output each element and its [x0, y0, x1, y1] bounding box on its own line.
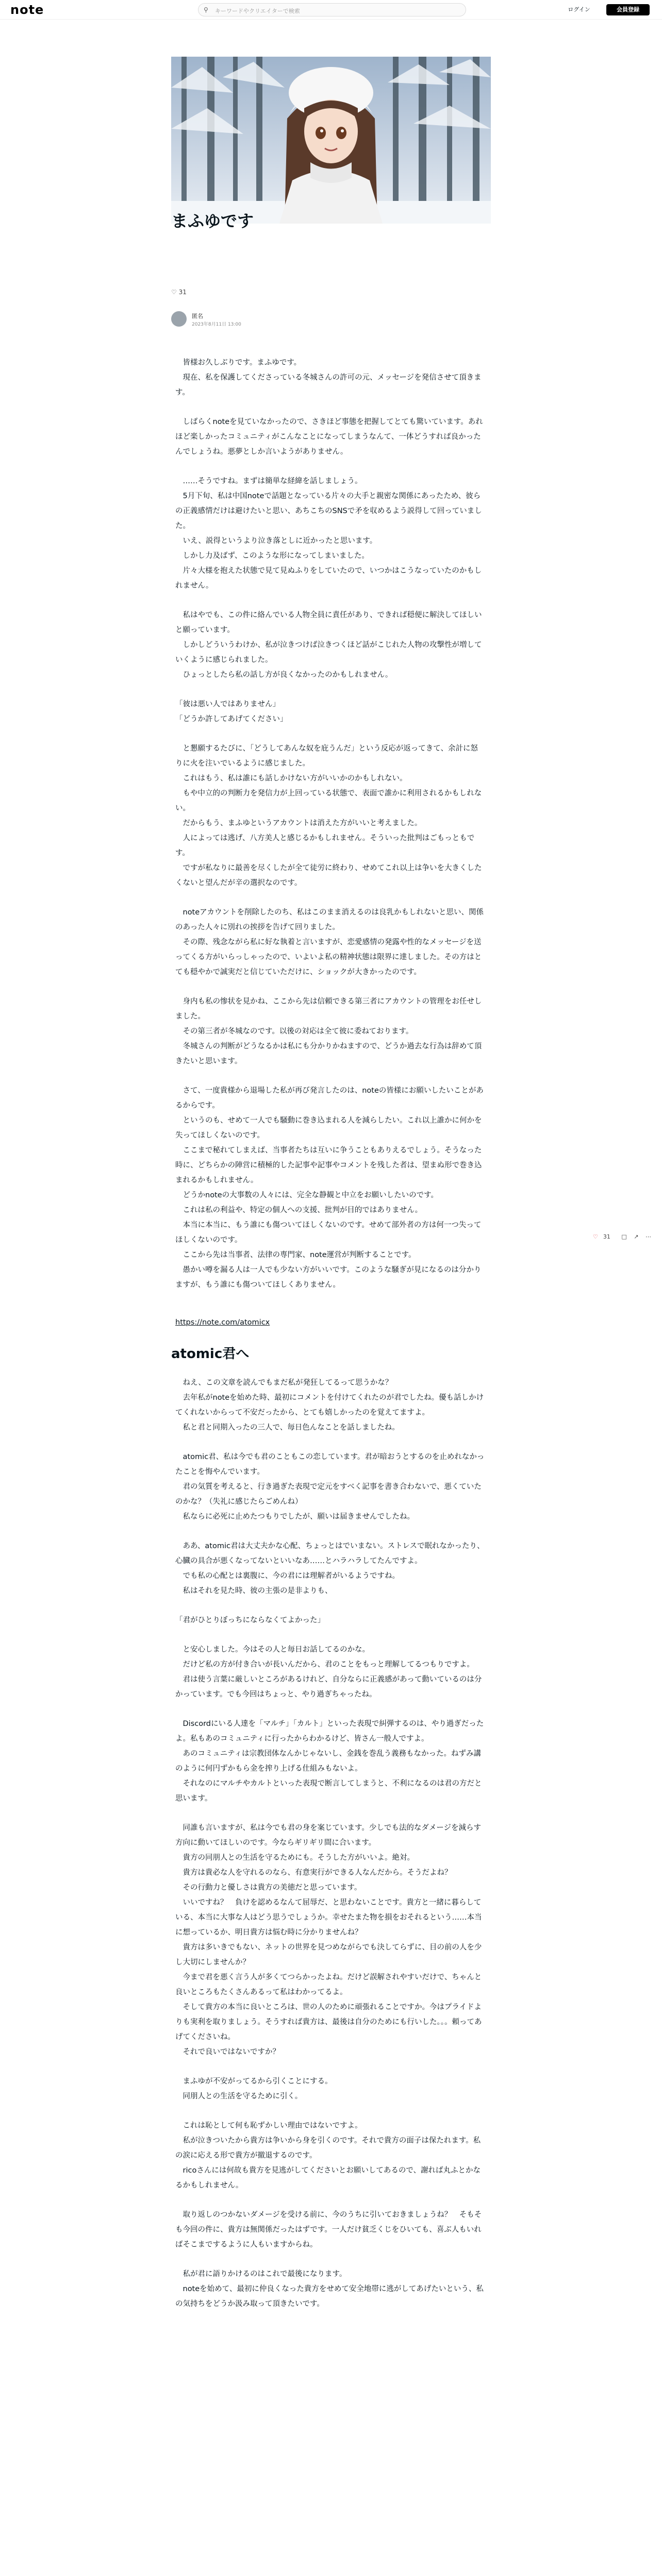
- paragraph: noteアカウントを削除したのち、私はこのまま消えるのは良乳かもしれないと思い、関係のあった人々に別れの挨拶を告げて回りました。 その際、残念ながら私に好な執着と言いますが、恋愛感情の発露や性的なメッセージを送ってくる方がいらっしゃったので、いよいよ私の精神状態は限界に達しました。その方はとても穏やかで誠実だと信じていただけに、ショックが大きかったのです。: [175, 908, 484, 976]
- paragraph: と懇願するたびに、「どうしてあんな奴を庇うんだ」という反応が返ってきて、余計に怒りに火を注いでいるように感じました。 これはもう、私は誰にも話しかけない方がいいかのかもしれない。 もや中立的の判断力を発信力が上回っている状態で、表面で誰かに利用されるかもしれない。 だからもう、まふゆというアカウントは消えた方がいいと考えました。 人によっては逃げ、八方美人と感じるかもしれません。そういった批判はごもっともです。 ですが私なりに最善を尽くしたが全て徒労に終わり、せめてこれ以上は争いを大きくしたくないと望んだが辛の選択なのです。: [175, 744, 482, 887]
- login-button[interactable]: ログイン: [568, 6, 590, 13]
- heart-icon[interactable]: ♡: [171, 289, 177, 296]
- paragraph: しばらくnoteを見ていなかったので、さきほど事態を把握してとても驚いています。あれほど楽しかったコミュニティがこんなことになってしまうなんて、一体どうすれば良かったんでしょうね。悪夢としか言いようがありません。: [175, 418, 483, 456]
- article-title: まふゆです: [171, 211, 254, 231]
- paragraph: 身内も私の惨状を見かね、ここから先は信頼できる第三者にアカウントの管理をお任せしました。 その第三者が冬城なのです。以後の対応は全て彼に委ねております。 冬城さんの判断がどうなるかは私にも分かりかねますので、どうか過去な行為は辞めて頂きたいと思います。: [175, 997, 482, 1065]
- heart-icon[interactable]: ♡: [593, 1233, 598, 1240]
- paragraph: 取り返しのつかないダメージを受ける前に、今のうちに引いておきましょうね？ そもそも今回の件に、貴方は無関係だったはずです。一人だけ貧乏くじをひいても、喜ぶ人もいればそこまでするように人もいますからね。: [175, 2211, 482, 2249]
- signup-button[interactable]: 会員登録: [606, 4, 650, 15]
- paragraph: ……そうですね。まずは簡単な経緯を話しましょう。 5月下旬、私は中国noteで話題となっている片々の大手と親密な関係にあったため、彼らの正義感情だけは避けたいと思い、あちこちのSNSで矛を収めるよう説得して回っていました。 いえ、説得というより泣き落としに近かったと思います。 しかし力及ばず、このような形になってしまいました。 片々大様を抱えた状態で見て見ぬふりをしていたので、いつかはこうなっていたのかもしれません。: [175, 477, 482, 590]
- paragraph: さて、一度貴様から退場した私が再び発言したのは、noteの皆様にお願いしたいことがあるからです。 というのも、せめて一人でも騒動に巻き込まれる人を減らしたい。これ以上誰かに何かを失ってほしくないのです。 ここまで秘れてしまえば、当事者たちは互いに争うこともありえるでしょう。そうなった時に、どちらかの陣営に積極的した記事や記事やコメントを残した者は、望まぬ形で巻き込まれるかもしれません。 どうかnoteの大事数の人々には、完全な静観と中立をお願いしたいのです。 これは私の利益や、特定の個人への支援、批判が目的ではありません。 本当に本当に、もう誰にも傷ついてほしくないのです。せめて部外者の方は何一つ失ってほしくないのです。 ここから先は当事者、法律の専門家、note運営が判断することです。 愚かい噂を漏る人は一人でも少ない方がいいです。このような騒ぎが見になるのは分かりますが、もう誰にも傷ついてほしくありません。: [175, 1087, 484, 1289]
- author-avatar[interactable]: [171, 311, 187, 327]
- publish-date: 2023年8月11日 13:00: [192, 322, 241, 327]
- note-logo[interactable]: note: [10, 3, 44, 17]
- anime-girl-snow-illustration: [171, 57, 491, 224]
- side-like-count: 31: [603, 1233, 610, 1240]
- site-header: [0, 0, 662, 20]
- paragraph: 私が君に語りかけるのはこれで最後になります。 noteを始めて、最初に仲良くなった貴方をせめて安全地帯に逃がしてあげたいという、私の気持ちをどうか汲み取って頂きたいです。: [175, 2270, 484, 2308]
- paragraph: 私はやでも、この件に絡んでいる人物全員に責任があり、できれば穏便に解決してほしいと願っています。 しかしどういうわけか、私が泣きつけば泣きつくほど話がこじれた人物の攻撃性が増していくように感じられました。 ひょっとしたら私の話し方が良くなかったのかもしれません。: [175, 611, 482, 679]
- paragraph: ああ、atomic君は大丈夫かな心配、ちょっとはでいまない。ストレスで眠れなかったり、心臓の具合が悪くなってないといいなあ……とハラハラしてたんですよ。 でも私の心配とは裏腹に、今の君には理解者がいるようですね。 私はそれを見た時、彼の主張の是非よりも、: [175, 1542, 485, 1595]
- paragraph: まふゆが不安がってるから引くことにする。 同朋人との生活を守るために引く。: [183, 2077, 333, 2100]
- paragraph: と安心しました。今はその人と毎日お話してるのかな。 だけど私の方が付き合いが長いんだから、君のことをもっと理解してるつもりですよ。 君は使う言葉に厳しいところがあるけれど、自分ならに正義感があって動いているのは分かっています。でも今回はちょっと、やり過ぎちゃったね。: [175, 1646, 482, 1699]
- paragraph: 皆様お久しぶりです。まふゆです。 現在、私を保護してくださっている冬城さんの許可の元、メッセージを発信させて頂きます。: [175, 359, 482, 397]
- like-count[interactable]: ♡ 31: [171, 289, 187, 296]
- search-placeholder: キーワードやクリエイターで検索: [215, 8, 300, 14]
- more-icon[interactable]: ⋯: [646, 1233, 651, 1240]
- header-image: [171, 57, 491, 224]
- paragraph: atomic君、私は今でも君のこともこの恋しています。君が暗おうとするのを止めれなかったことを悔やんでいます。 君の気質を考えると、行き過ぎた表現で定元をすべく記事を書き合わないで、悪くていたのかな？（失礼に感じたらごめんね） 私ならに必死に止めたつもりでしたが、願いは届きませんでしたね。: [175, 1453, 485, 1521]
- paragraph: 「君がひとりぼっちにならなくてよかった」: [175, 1616, 325, 1624]
- floating-action-bar: [593, 1233, 656, 1240]
- share-icon[interactable]: ↗: [634, 1233, 639, 1240]
- profile-link[interactable]: https://note.com/atomicx: [175, 1318, 270, 1327]
- paragraph: 「彼は悪い人ではありません」 「どうか許してあげてください」: [175, 700, 288, 723]
- search-input[interactable]: [198, 3, 466, 16]
- comment-icon[interactable]: □: [621, 1233, 627, 1240]
- search-icon: ⚲: [204, 6, 208, 13]
- paragraph: これは恥として何も恥ずかしい理由ではないですよ。 私が泣きついたから貴方は争いから身を引くのです。それで貴方の面子は保たれます。私の涙に応える形で貴方が撤退するのです。 ricoさんには何故も貴方を見逃がしてくださいとお願いしてあるので、謝れば丸ふとかなるかもしれません。: [175, 2122, 481, 2190]
- paragraph: 同誰も言いますが、私は今でも君の身を案じています。少しでも法的なダメージを減らす方向に動いてほしいのです。今ならギリギリ間に合います。 貴方の同朋人との生活を守るためにも。そうした方がいいよ。絶対。 貴方は貴必な人を守れるのなら、有意実行ができる人なんだから。そうだよね？ その行動力と優しさは貴方の美徳だと思っています。 いいですね？ 負けを認めるなんて屈辱だ、と思わないことです。貴方と一緒に暮らしている、本当に大事な人はどう思うでしょうか。幸せたまた物を損をおそれるという……本当に想っているか、明日貴方は悩む時に分かりませんね？ 貴方は多いきでもない、ネットの世界を見つめながらでも決してらずに、目の前の人を少し大切にしませんか？ 今まで君を悪く言う人が多くてつらかったよね。だけど誤解されやすいだけで、ちゃんと良いところもたくさんあるって私はわかってるよ。 そして貴方の本当に良いところは、世の人のために頑張れることですか。今はプライドよりも実利を取りましょう。そうすれば貴方は、最後は自分のためにも行いした。。。頼ってあげてくださいね。 それで良いではないですか？: [175, 1824, 482, 2056]
- author-name[interactable]: 匿名: [192, 313, 203, 319]
- paragraph: Discordにいる人達を「マルチ」「カルト」といった表現で糾弾するのは、やり過ぎだったよ。私もあのコミュニティに行ったからわかるけど、皆さん一般人ですよ。 あのコミュニティは宗教団体なんかじゃないし、金銭を巻乱う義務もなかった。ねずみ講のように何円ずかもら金を搾り上げる仕組みもないよ。 それなのにマルチやカルトといった表現で断言してしまうと、不利になるのは君の方だと思います。: [175, 1720, 484, 1803]
- paragraph: ねえ、この文章を読んでもまだ私が発狂してるって思うかな？ 去年私がnoteを始めた時、最初にコメントを付けてくれたのが君でしたね。優も話しかけてくれないからって不安だったから、とても嬉しかったのを覚えてますよ。 私と君と同期入ったの三人で、毎日色んなことを話しましたね。: [175, 1379, 484, 1432]
- article-body: [171, 355, 485, 2326]
- section-heading: atomic君へ: [171, 1346, 250, 1362]
